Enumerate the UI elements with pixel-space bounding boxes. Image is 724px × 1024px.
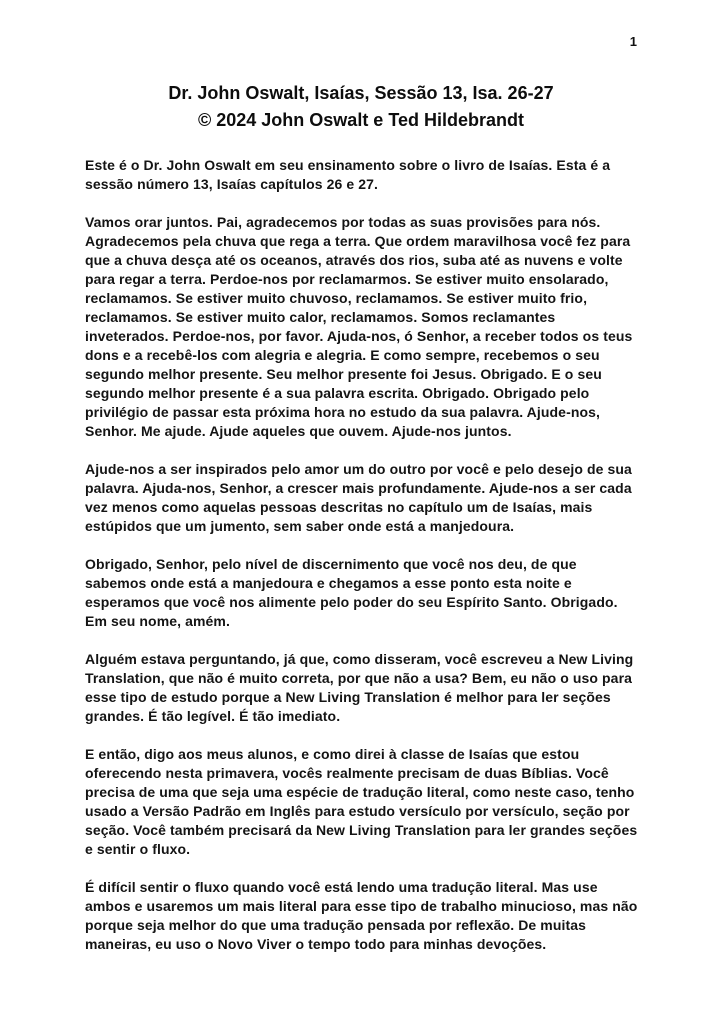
paragraph: Vamos orar juntos. Pai, agradecemos por todas as suas provisões para nós. Agradecemos pela chuva que rega a terra. Que ordem maravilhosa você fez para que a chuva desça até os oceanos, através dos rios, suba até as nuvens e volte para regar a terra. Perdoe-nos por reclamarmos. Se estiver muito ensolarado, reclamamos. Se estiver muito chuvoso, reclamamos. Se estiver muito frio, reclamamos. Se estiver muito calor, reclamamos. Somos reclamantes inveterados. Perdoe-nos, por favor. Ajuda-nos, ó Senhor, a receber todos os teus dons e a recebê-los com alegria e alegria. E como sempre, recebemos o seu segundo melhor presente. Seu melhor presente foi Jesus. Obrigado. E o seu segundo melhor presente é a sua palavra escrita. Obrigado. Obrigado pelo privilégio de passar esta próxima hora no estudo da sua palavra. Ajude-nos, Senhor. Me ajude. Ajude aqueles que ouvem. Ajude-nos juntos. <box>85 214 633 439</box>
document-title <box>85 80 637 134</box>
paragraph: Obrigado, Senhor, pelo nível de discernimento que você nos deu, de que sabemos onde está a manjedoura e chegamos a esse ponto esta noite e esperamos que você nos alimente pelo poder do seu Espírito Santo. Obrigado. Em seu nome, amém. <box>85 556 618 629</box>
title-line-2: © 2024 John Oswalt e Ted Hildebrandt <box>197 110 524 130</box>
paragraph: É difícil sentir o fluxo quando você está lendo uma tradução literal. Mas use ambos e usaremos um mais literal para esse tipo de trabalho minucioso, mas não porque seja melhor do que uma tradução pensada por reflexão. De muitas maneiras, eu uso o Novo Viver o tempo todo para minhas devoções. <box>85 879 638 952</box>
page-number: 1 <box>629 34 637 49</box>
paragraph: E então, digo aos meus alunos, e como direi à classe de Isaías que estou oferecendo nesta primavera, vocês realmente precisam de duas Bíblias. Você precisa de uma que seja uma espécie de tradução literal, como neste caso, tenho usado a Versão Padrão em Inglês para estudo versículo por versículo, seção por seção. Você também precisará da New Living Translation para ler grandes seções e sentir o fluxo. <box>85 746 638 857</box>
paragraph: Este é o Dr. John Oswalt em seu ensinamento sobre o livro de Isaías. Esta é a sessão número 13, Isaías capítulos 26 e 27. <box>85 157 611 192</box>
document-paragraphs <box>85 156 641 954</box>
paragraph: Alguém estava perguntando, já que, como disseram, você escreveu a New Living Translation, que não é muito correta, por que não a usa? Bem, eu não o uso para esse tipo de estudo porque a New Living Translation é melhor para ler seções grandes. É tão legível. É tão imediato. <box>85 651 634 724</box>
title-line-1: Dr. John Oswalt, Isaías, Sessão 13, Isa. 26-27 <box>168 83 554 103</box>
paragraph: Ajude-nos a ser inspirados pelo amor um do outro por você e pelo desejo de sua palavra. Ajuda-nos, Senhor, a crescer mais profundamente. Ajude-nos a ser cada vez menos como aquelas pessoas descritas no capítulo um de Isaías, mais estúpidos que um jumento, sem saber onde está a manjedoura. <box>85 461 632 534</box>
